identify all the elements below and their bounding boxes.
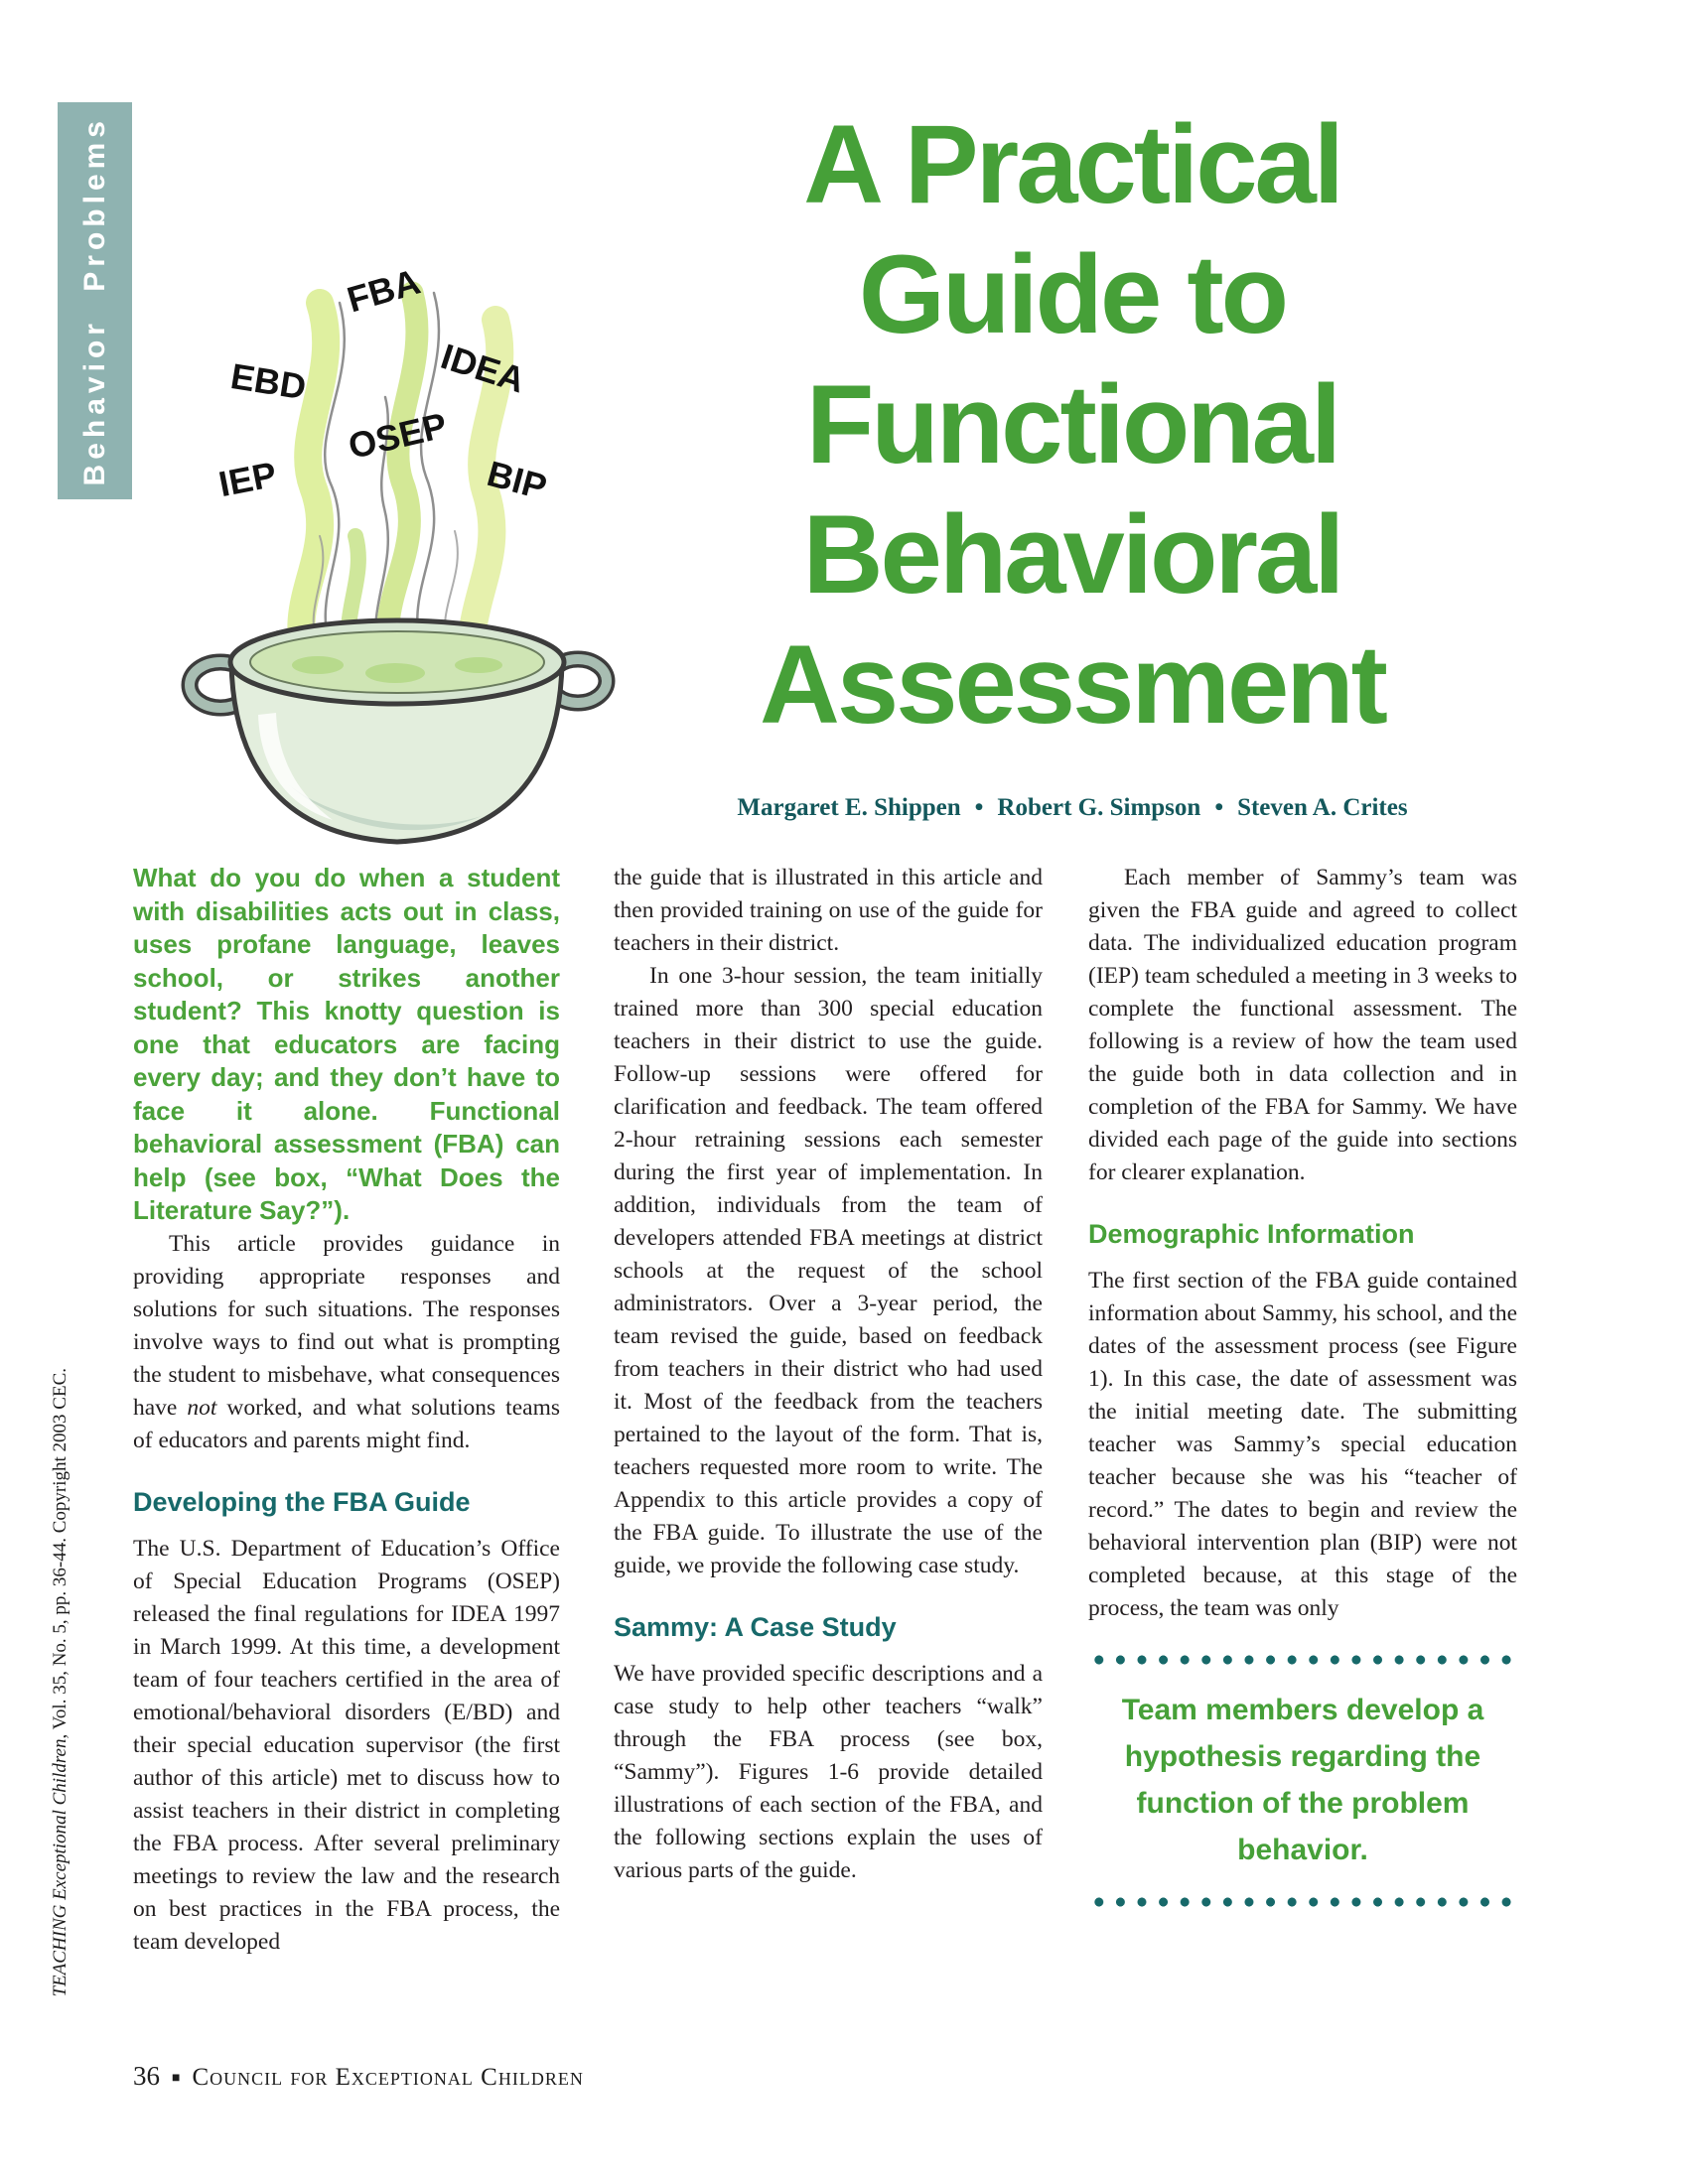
dotted-divider-bottom (1088, 1897, 1517, 1907)
title-line-5: Assessment (760, 622, 1385, 747)
journal-citation (44, 1335, 77, 2030)
publisher-name: Council for Exceptional Children (192, 2064, 584, 2091)
author-2: Robert G. Simpson (997, 794, 1201, 821)
author-1: Margaret E. Shippen (737, 794, 961, 821)
page-footer (133, 2061, 584, 2092)
paragraph-text: This article provides guidance in providing appropriate responses and solutions for such situations. The responses involve ways to find out what is prompting the student to misbehave, what consequences have (133, 1230, 560, 1421)
column-3 (1088, 862, 1517, 1907)
title-line-4: Behavioral (802, 492, 1342, 616)
paragraph: the guide that is illustrated in this article and then provided training on use of the guide for teachers in their district. (614, 865, 1043, 956)
section-heading-developing-fba-guide: Developing the FBA Guide (133, 1486, 471, 1517)
paragraph (133, 1228, 560, 1457)
title-line-1: A Practical (803, 102, 1341, 226)
section-tab (58, 102, 132, 499)
title-line-3: Functional (805, 362, 1339, 486)
section-tab-label: Behavior Problems (77, 115, 111, 486)
section-heading-demographic-information: Demographic Information (1088, 1219, 1415, 1249)
citation-journal-name: TEACHING Exceptional Children (50, 1738, 70, 1997)
column-2 (614, 862, 1043, 1887)
title-line-2: Guide to (858, 232, 1287, 356)
paragraph: Each member of Sammy’s team was given the FBA guide and agreed to collect data. The individualized education program (IEP) team scheduled a meeting in 3 weeks to complete the functional assessment. The following is a review of how the team used the guide both in data collection and in completion of the FBA for Sammy. We have divided each page of the guide into sections for clearer explanation. (1088, 865, 1517, 1185)
label-fba: FBA (343, 260, 425, 321)
page-number: 36 (133, 2061, 160, 2091)
pot-svg (129, 248, 626, 859)
section-heading-sammy-case-study: Sammy: A Case Study (614, 1612, 897, 1642)
label-bip: BIP (483, 453, 551, 508)
dotted-divider-top (1088, 1655, 1517, 1665)
byline (626, 794, 1519, 822)
paragraph-text: worked, and what solutions teams of educators and parents might find. (133, 1394, 560, 1453)
steaming-pot-illustration (129, 248, 626, 859)
label-idea: IDEA (436, 336, 530, 401)
label-osep: OSEP (345, 404, 451, 467)
square-bullet-icon: ■ (172, 2071, 181, 2086)
paragraph: The U.S. Department of Education’s Office of Special Education Programs (OSEP) released the final regulations for IDEA 1997 in March 1999. At this time, a development team of four teachers certified in the area of emotional/behavioral disorders (E/BD) and their special education supervisor (the first author of this article) met to discuss how to assist teachers in their district in completing the FBA process. After several preliminary meetings to review the law and the research on best practices in the FBA process, the team developed (133, 1535, 560, 1955)
label-iep: IEP (215, 453, 280, 505)
italic-word: not (187, 1394, 217, 1421)
lead-paragraph: What do you do when a student with disabilities acts out in class, uses profane language, leaves school, or strikes another student? This knotty question is one that educators are facing every day; and they don’t have to face it alone. Functional behavioral assessment (FBA) can help (see box, “What Does the Literature Say?”). (133, 863, 560, 1225)
label-ebd: EBD (227, 355, 310, 408)
author-separator-icon: • (974, 794, 984, 821)
citation-volume-info: , Vol. 35, No. 5, pp. 36-44. Copyright 2003 CEC. (50, 1368, 70, 1739)
author-separator-icon: • (1214, 794, 1224, 821)
paragraph: In one 3-hour session, the team initially trained more than 300 special education teachers in their district to use the guide. Follow-up sessions were offered for clarification and feedback. The team offered 2-hour retraining sessions each semester during the first year of implementation. In addition, individuals from the team of developers attended FBA meetings at district schools at the request of the school administrators. Over a 3-year period, the team revised the guide, based on feedback from teachers in their district who had used it. Most of the feedback from the teachers pertained to the layout of the form. That is, teachers requested more room to write. The Appendix to this article provides a copy of the FBA guide. To illustrate the use of the guide, we provide the following case study. (614, 963, 1043, 1578)
paragraph: We have provided specific descriptions and a case study to help other teachers “walk” through the FBA process (see box, “Sammy”). Figures 1-6 provide detailed illustrations of each section of the FBA, and the following sections explain the uses of various parts of the guide. (614, 1661, 1043, 1883)
article-title (626, 99, 1519, 750)
paragraph: The first section of the FBA guide contained information about Sammy, his school, and the dates of the assessment process (see Figure 1). In this case, the date of assessment was the initial meeting date. The submitting teacher was Sammy’s special education teacher because she was his “teacher of record.” The dates to begin and review the behavioral intervention plan (BIP) were not completed because, at this stage of the process, the team was only (1088, 1268, 1517, 1621)
pull-quote (1088, 1655, 1517, 1907)
column-1 (133, 862, 560, 1959)
author-3: Steven A. Crites (1237, 794, 1408, 821)
pull-quote-text: Team members develop a hypothesis regarding the function of the problem behavior. (1121, 1694, 1484, 1866)
